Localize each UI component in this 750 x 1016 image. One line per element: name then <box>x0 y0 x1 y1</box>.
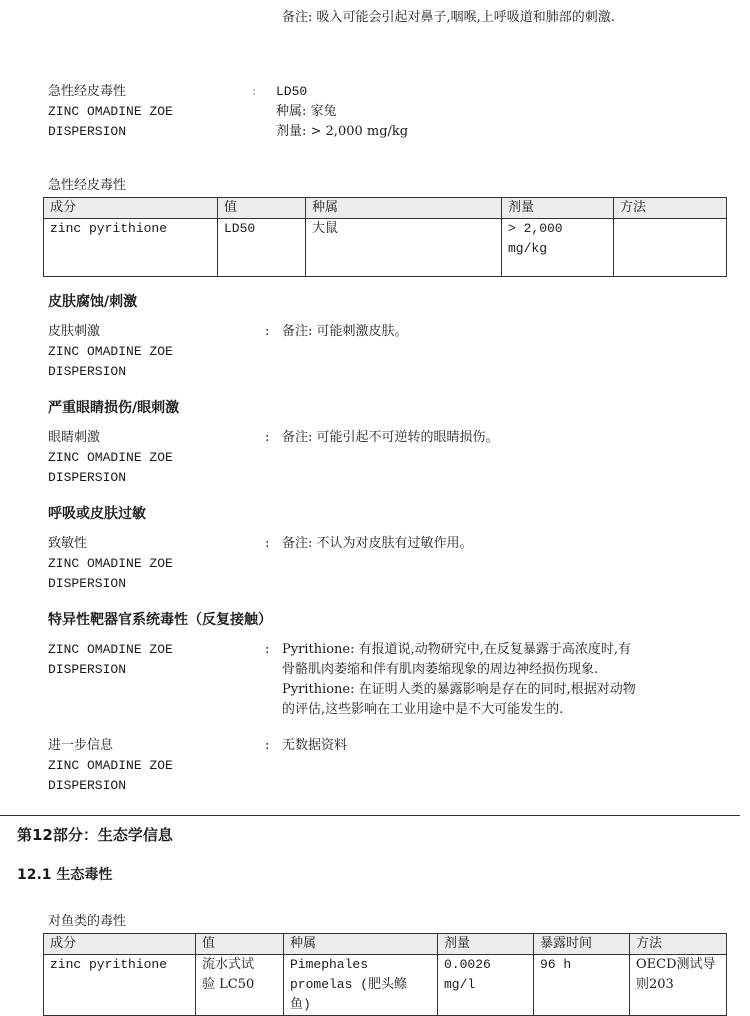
product-name-cont: DISPERSION <box>48 662 127 677</box>
value-line: 验 LC50 <box>202 977 255 992</box>
stot-heading: 特异性靶器官系统毒性（反复接触） <box>48 612 272 628</box>
product-name: ZINC OMADINE ZOE <box>48 642 173 657</box>
product-name: ZINC OMADINE ZOE <box>48 556 173 571</box>
product-name: ZINC OMADINE ZOE <box>48 104 173 119</box>
header-component: 成分 <box>44 934 196 955</box>
product-name-cont: DISPERSION <box>48 364 127 379</box>
table-row <box>44 955 727 1016</box>
dose-number: 0.0026 <box>444 957 491 972</box>
stot-text-line: 骨骼肌肉萎缩和伴有肌肉萎缩现象的周边神经损伤现象. <box>282 662 599 677</box>
eye-heading: 严重眼睛损伤/眼刺激 <box>48 400 180 416</box>
cell-method <box>630 955 727 1016</box>
skin-note: 备注: 可能刺激皮肤。 <box>282 324 408 339</box>
product-name-cont: DISPERSION <box>48 124 127 139</box>
species-line: 鱼) <box>290 997 311 1012</box>
stot-text-line: 的评估,这些影响在工业用途中是不大可能发生的. <box>282 702 564 717</box>
header-exposure: 暴露时间 <box>534 934 630 955</box>
separator-colon: : <box>265 536 270 551</box>
further-info-note: 无数据资料 <box>282 738 348 753</box>
dermal-species: 种属: 家兔 <box>276 104 337 119</box>
header-value: 值 <box>196 934 284 955</box>
header-component: 成分 <box>44 198 218 219</box>
sensitization-heading: 呼吸或皮肤过敏 <box>48 506 146 522</box>
cell-dose <box>438 955 534 1016</box>
header-species: 种属 <box>306 198 502 219</box>
species-line: Pimephales <box>290 957 369 972</box>
cell-exposure: 96 h <box>534 955 630 1016</box>
header-species: 种属 <box>284 934 438 955</box>
product-name: ZINC OMADINE ZOE <box>48 450 173 465</box>
table-header-row <box>44 198 727 219</box>
separator-colon: : <box>265 642 270 657</box>
cell-value <box>196 955 284 1016</box>
method-line: 则203 <box>636 977 674 992</box>
sensitization-label: 致敏性 <box>48 536 88 551</box>
dose-unit: mg/kg <box>508 241 548 256</box>
section-12-1-title: 12.1 生态毒性 <box>17 867 113 883</box>
stot-text-line: Pyrithione: 有报道说,动物研究中,在反复暴露于高浓度时,有 <box>282 642 632 657</box>
table-header-row <box>44 934 727 955</box>
section-12-title: 第12部分：生态学信息 <box>17 826 173 844</box>
header-dose: 剂量 <box>502 198 614 219</box>
header-method: 方法 <box>614 198 727 219</box>
skin-heading: 皮肤腐蚀/刺激 <box>48 294 138 310</box>
header-value: 值 <box>218 198 306 219</box>
section-divider <box>0 815 740 816</box>
value-line: 流水式试 <box>202 957 255 972</box>
dermal-endpoint: LD50 <box>276 84 308 99</box>
dermal-toxicity-table <box>43 197 727 277</box>
dose-number: > 2,000 <box>508 221 563 236</box>
product-name-cont: DISPERSION <box>48 576 127 591</box>
dermal-table-caption: 急性经皮毒性 <box>48 178 127 193</box>
skin-label: 皮肤刺激 <box>48 324 101 339</box>
fish-toxicity-table <box>43 933 727 1016</box>
method-line: OECD测试导 <box>636 957 716 972</box>
separator-colon: : <box>252 84 257 99</box>
header-method: 方法 <box>630 934 727 955</box>
eye-label: 眼睛刺激 <box>48 430 101 445</box>
species-line: promelas (肥头鲦 <box>290 977 408 992</box>
cell-value: LD50 <box>218 219 306 277</box>
sensitization-note: 备注: 不认为对皮肤有过敏作用。 <box>282 536 473 551</box>
table-row <box>44 219 727 277</box>
product-name: ZINC OMADINE ZOE <box>48 344 173 359</box>
product-name-cont: DISPERSION <box>48 778 127 793</box>
cell-species: 大鼠 <box>306 219 502 277</box>
cell-component: zinc pyrithione <box>44 955 196 1016</box>
header-dose: 剂量 <box>438 934 534 955</box>
inhalation-note: 备注: 吸入可能会引起对鼻子,咽喉,上呼吸道和肺部的刺激. <box>282 10 615 25</box>
cell-species <box>284 955 438 1016</box>
cell-dose <box>502 219 614 277</box>
acute-dermal-label: 急性经皮毒性 <box>48 84 127 99</box>
dermal-dose: 剂量: > 2,000 mg/kg <box>276 124 409 139</box>
further-info-label: 进一步信息 <box>48 738 114 753</box>
separator-colon: : <box>265 738 270 753</box>
fish-table-caption: 对鱼类的毒性 <box>48 914 127 929</box>
product-name: ZINC OMADINE ZOE <box>48 758 173 773</box>
stot-text-line: Pyrithione: 在证明人类的暴露影响是存在的同时,根据对动物 <box>282 682 636 697</box>
product-name-cont: DISPERSION <box>48 470 127 485</box>
cell-method <box>614 219 727 277</box>
cell-component: zinc pyrithione <box>44 219 218 277</box>
eye-note: 备注: 可能引起不可逆转的眼睛损伤。 <box>282 430 499 445</box>
dose-unit: mg/l <box>444 977 476 992</box>
separator-colon: : <box>265 324 270 339</box>
separator-colon: : <box>265 430 270 445</box>
